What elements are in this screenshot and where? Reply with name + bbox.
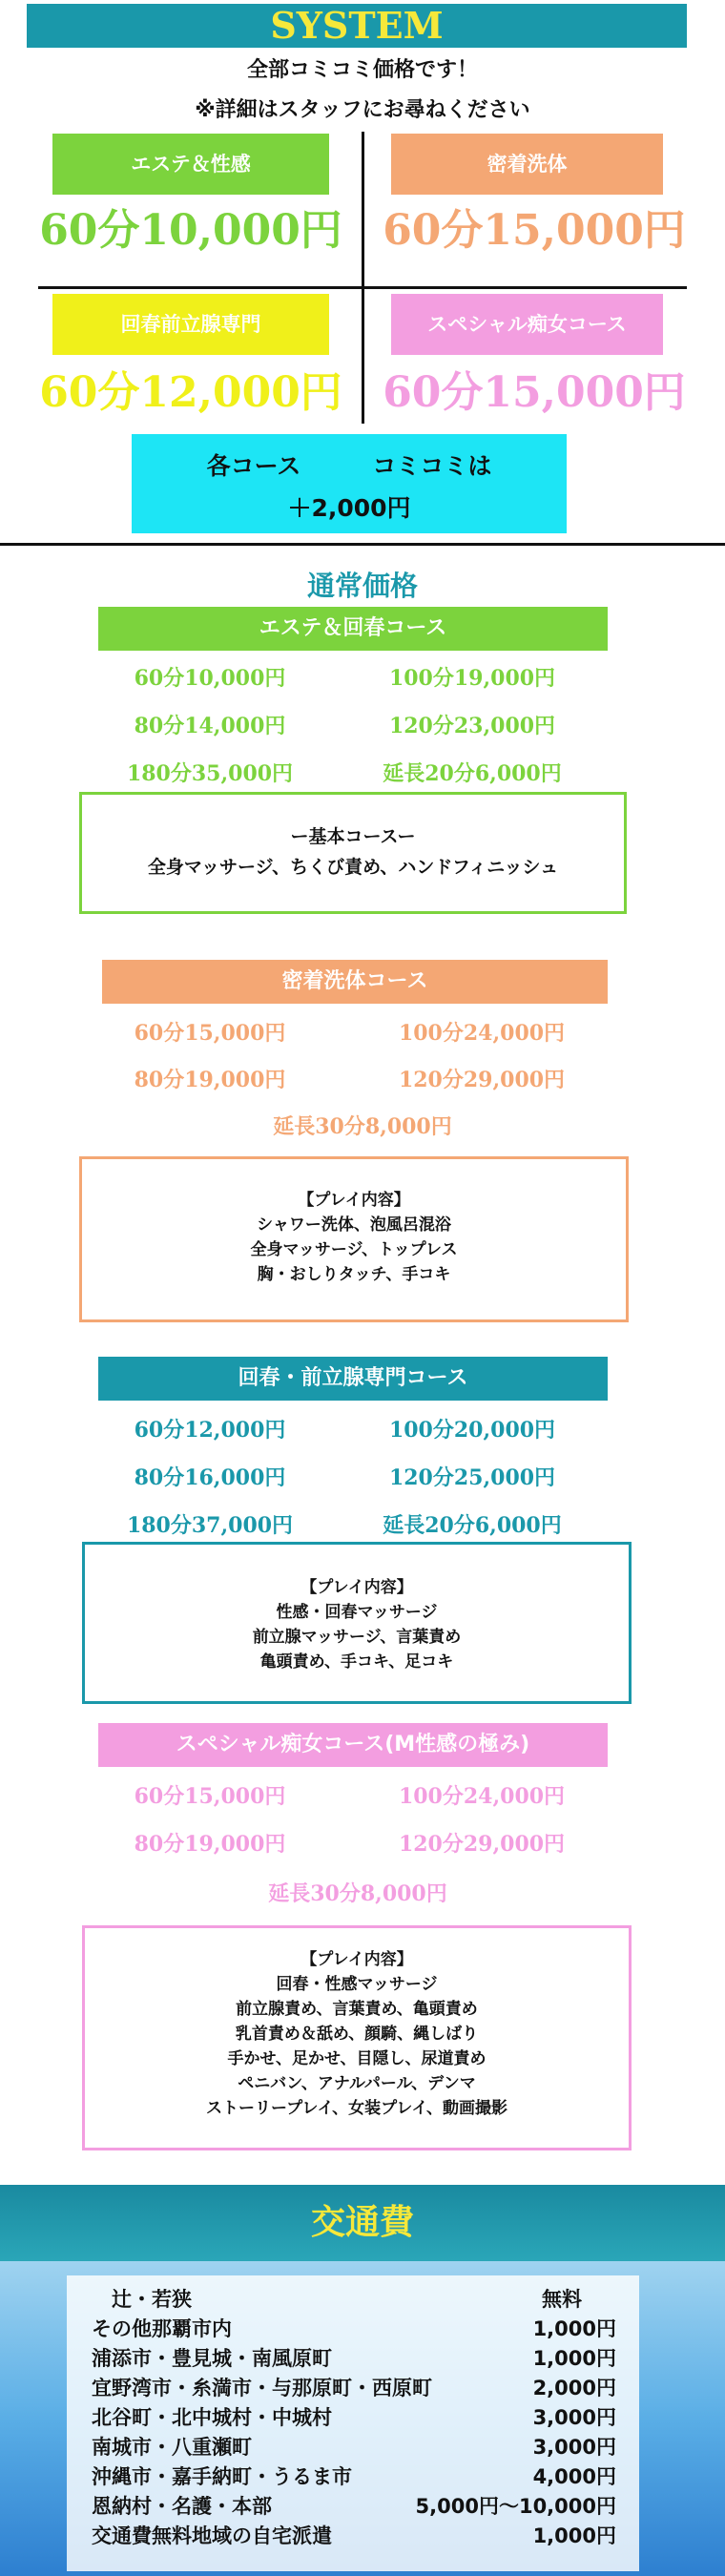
fee-area: 辻・若狭 <box>92 2288 192 2311</box>
content-line: 【プレイ内容】 <box>300 1578 413 1597</box>
content-line: 回春・性感マッサージ <box>276 1975 438 1994</box>
fee-row <box>67 2285 639 2315</box>
content-line: 乳首責め＆舐め、顔騎、縄しばり <box>235 2025 479 2044</box>
fee-area: 沖縄市・嘉手納町・うるま市 <box>92 2465 352 2488</box>
fee-area: その他那覇市内 <box>92 2317 232 2340</box>
regular-price-title: 通常価格 <box>306 570 418 602</box>
surcharge-line-2: ＋2,000円 <box>287 494 411 522</box>
course-special-content-box <box>82 1925 632 2150</box>
grid-divider-horizontal <box>38 286 687 289</box>
content-line: 全身マッサージ、ちくび責め、ハンドフィニッシュ <box>147 857 559 878</box>
course-special-header: スペシャル痴女コース(M性感の極み) <box>98 1723 608 1767</box>
grid-divider-vertical <box>362 132 364 424</box>
course-esthe-price: 80分14,000円 <box>134 714 286 738</box>
notice-all-inclusive: 全部コミコミ価格です！ <box>246 58 478 82</box>
course-esthe-extension: 延長20分6,000円 <box>383 761 562 786</box>
summary-tag-esthe: エステ＆性感 <box>52 134 329 195</box>
course-special-price: 60分15,000円 <box>134 1784 286 1809</box>
content-line: 【プレイ内容】 <box>298 1191 410 1210</box>
fee-amount: 2,000円 <box>532 2377 616 2399</box>
course-kaishun-header: 回春・前立腺専門コース <box>98 1357 608 1401</box>
fee-row <box>67 2374 639 2403</box>
course-special-price: 120分29,000円 <box>398 1832 566 1857</box>
fee-row <box>67 2433 639 2462</box>
fee-amount: 1,000円 <box>532 2347 616 2370</box>
content-line: 手かせ、足かせ、目隠し、尿道責め <box>227 2049 487 2068</box>
course-kaishun-price: 60分12,000円 <box>134 1418 286 1443</box>
course-senntai-price: 80分19,000円 <box>134 1068 286 1092</box>
summary-tag-kaishun: 回春前立腺専門 <box>52 294 329 355</box>
course-senntai-content-box <box>79 1156 629 1322</box>
transport-title: 交通費 <box>310 2203 414 2242</box>
summary-tag-special: スペシャル痴女コース <box>391 294 663 355</box>
fee-amount: 4,000円 <box>532 2465 616 2488</box>
fee-area: 恩納村・名護・本部 <box>92 2495 272 2518</box>
content-line: 性感・回春マッサージ <box>276 1603 438 1622</box>
system-header: SYSTEM <box>27 4 687 48</box>
course-esthe-header: エステ＆回春コース <box>98 607 608 651</box>
content-line: ペニバン、アナルパール、デンマ <box>238 2074 476 2093</box>
course-senntai-header: 密着洗体コース <box>102 960 608 1004</box>
content-line: 胸・おしりタッチ、手コキ <box>257 1265 451 1284</box>
fee-row <box>67 2344 639 2374</box>
fee-amount: 3,000円 <box>532 2436 616 2459</box>
content-line: 前立腺マッサージ、言葉責め <box>252 1628 462 1647</box>
fee-amount: 3,000円 <box>532 2406 616 2429</box>
course-esthe-price: 60分10,000円 <box>134 666 286 691</box>
content-line: ストーリープレイ、女装プレイ、動画撮影 <box>205 2099 508 2118</box>
course-special-price: 100分24,000円 <box>398 1784 566 1809</box>
content-line: シャワー洗体、泡風呂混浴 <box>257 1215 451 1235</box>
notice-ask-staff: ※詳細はスタッフにお尋ねください <box>195 98 530 122</box>
content-line: 亀頭責め、手コキ、足コキ <box>259 1652 454 1672</box>
content-line: 前立腺責め、言葉責め、亀頭責め <box>236 2000 478 2019</box>
fee-area: 宜野湾市・糸満市・与那原町・西原町 <box>92 2377 432 2399</box>
course-esthe-price: 180分35,000円 <box>126 761 294 786</box>
fee-amount: 5,000円〜10,000円 <box>415 2495 616 2518</box>
fee-amount: 1,000円 <box>532 2317 616 2340</box>
course-kaishun-extension: 延長20分6,000円 <box>383 1513 562 1538</box>
content-line: ー基本コースー <box>290 826 416 847</box>
summary-price-kaishun: 60分12,000円 <box>39 368 342 417</box>
fee-row <box>67 2492 639 2522</box>
fee-area: 南城市・八重瀬町 <box>92 2436 252 2459</box>
transport-fee-table <box>67 2275 639 2571</box>
section-separator <box>0 543 725 546</box>
surcharge-line-1: 各コース コミコミは <box>206 452 492 480</box>
fee-row <box>67 2315 639 2344</box>
course-senntai-extension: 延長30分8,000円 <box>273 1114 452 1139</box>
all-inclusive-surcharge-box <box>132 434 567 533</box>
summary-price-senntai: 60分15,000円 <box>383 206 686 255</box>
fee-row <box>67 2462 639 2492</box>
course-kaishun-content-box <box>82 1542 632 1704</box>
content-line: 【プレイ内容】 <box>300 1950 413 1969</box>
course-special-extension: 延長30分8,000円 <box>268 1881 447 1906</box>
fee-row <box>67 2403 639 2433</box>
course-kaishun-price: 100分20,000円 <box>388 1418 556 1443</box>
course-senntai-price: 120分29,000円 <box>398 1068 566 1092</box>
fee-area: 北谷町・北中城村・中城村 <box>92 2406 332 2429</box>
course-special-price: 80分19,000円 <box>134 1832 286 1857</box>
fee-area: 交通費無料地域の自宅派遣 <box>92 2524 332 2547</box>
course-kaishun-price: 180分37,000円 <box>126 1513 294 1538</box>
content-line: 全身マッサージ、トップレス <box>250 1240 458 1259</box>
course-senntai-price: 100分24,000円 <box>398 1021 566 1046</box>
fee-area: 浦添市・豊見城・南風原町 <box>92 2347 332 2370</box>
course-esthe-content-box <box>79 792 627 914</box>
summary-price-special: 60分15,000円 <box>383 368 686 417</box>
course-senntai-price: 60分15,000円 <box>134 1021 286 1046</box>
course-esthe-price: 100分19,000円 <box>388 666 556 691</box>
fee-amount: 無料 <box>542 2288 582 2311</box>
fee-row <box>67 2522 639 2551</box>
summary-price-esthe: 60分10,000円 <box>39 206 342 255</box>
course-kaishun-price: 80分16,000円 <box>134 1465 286 1490</box>
course-kaishun-price: 120分25,000円 <box>388 1465 556 1490</box>
fee-amount: 1,000円 <box>532 2524 616 2547</box>
summary-tag-senntai: 密着洗体 <box>391 134 663 195</box>
course-esthe-price: 120分23,000円 <box>388 714 556 738</box>
